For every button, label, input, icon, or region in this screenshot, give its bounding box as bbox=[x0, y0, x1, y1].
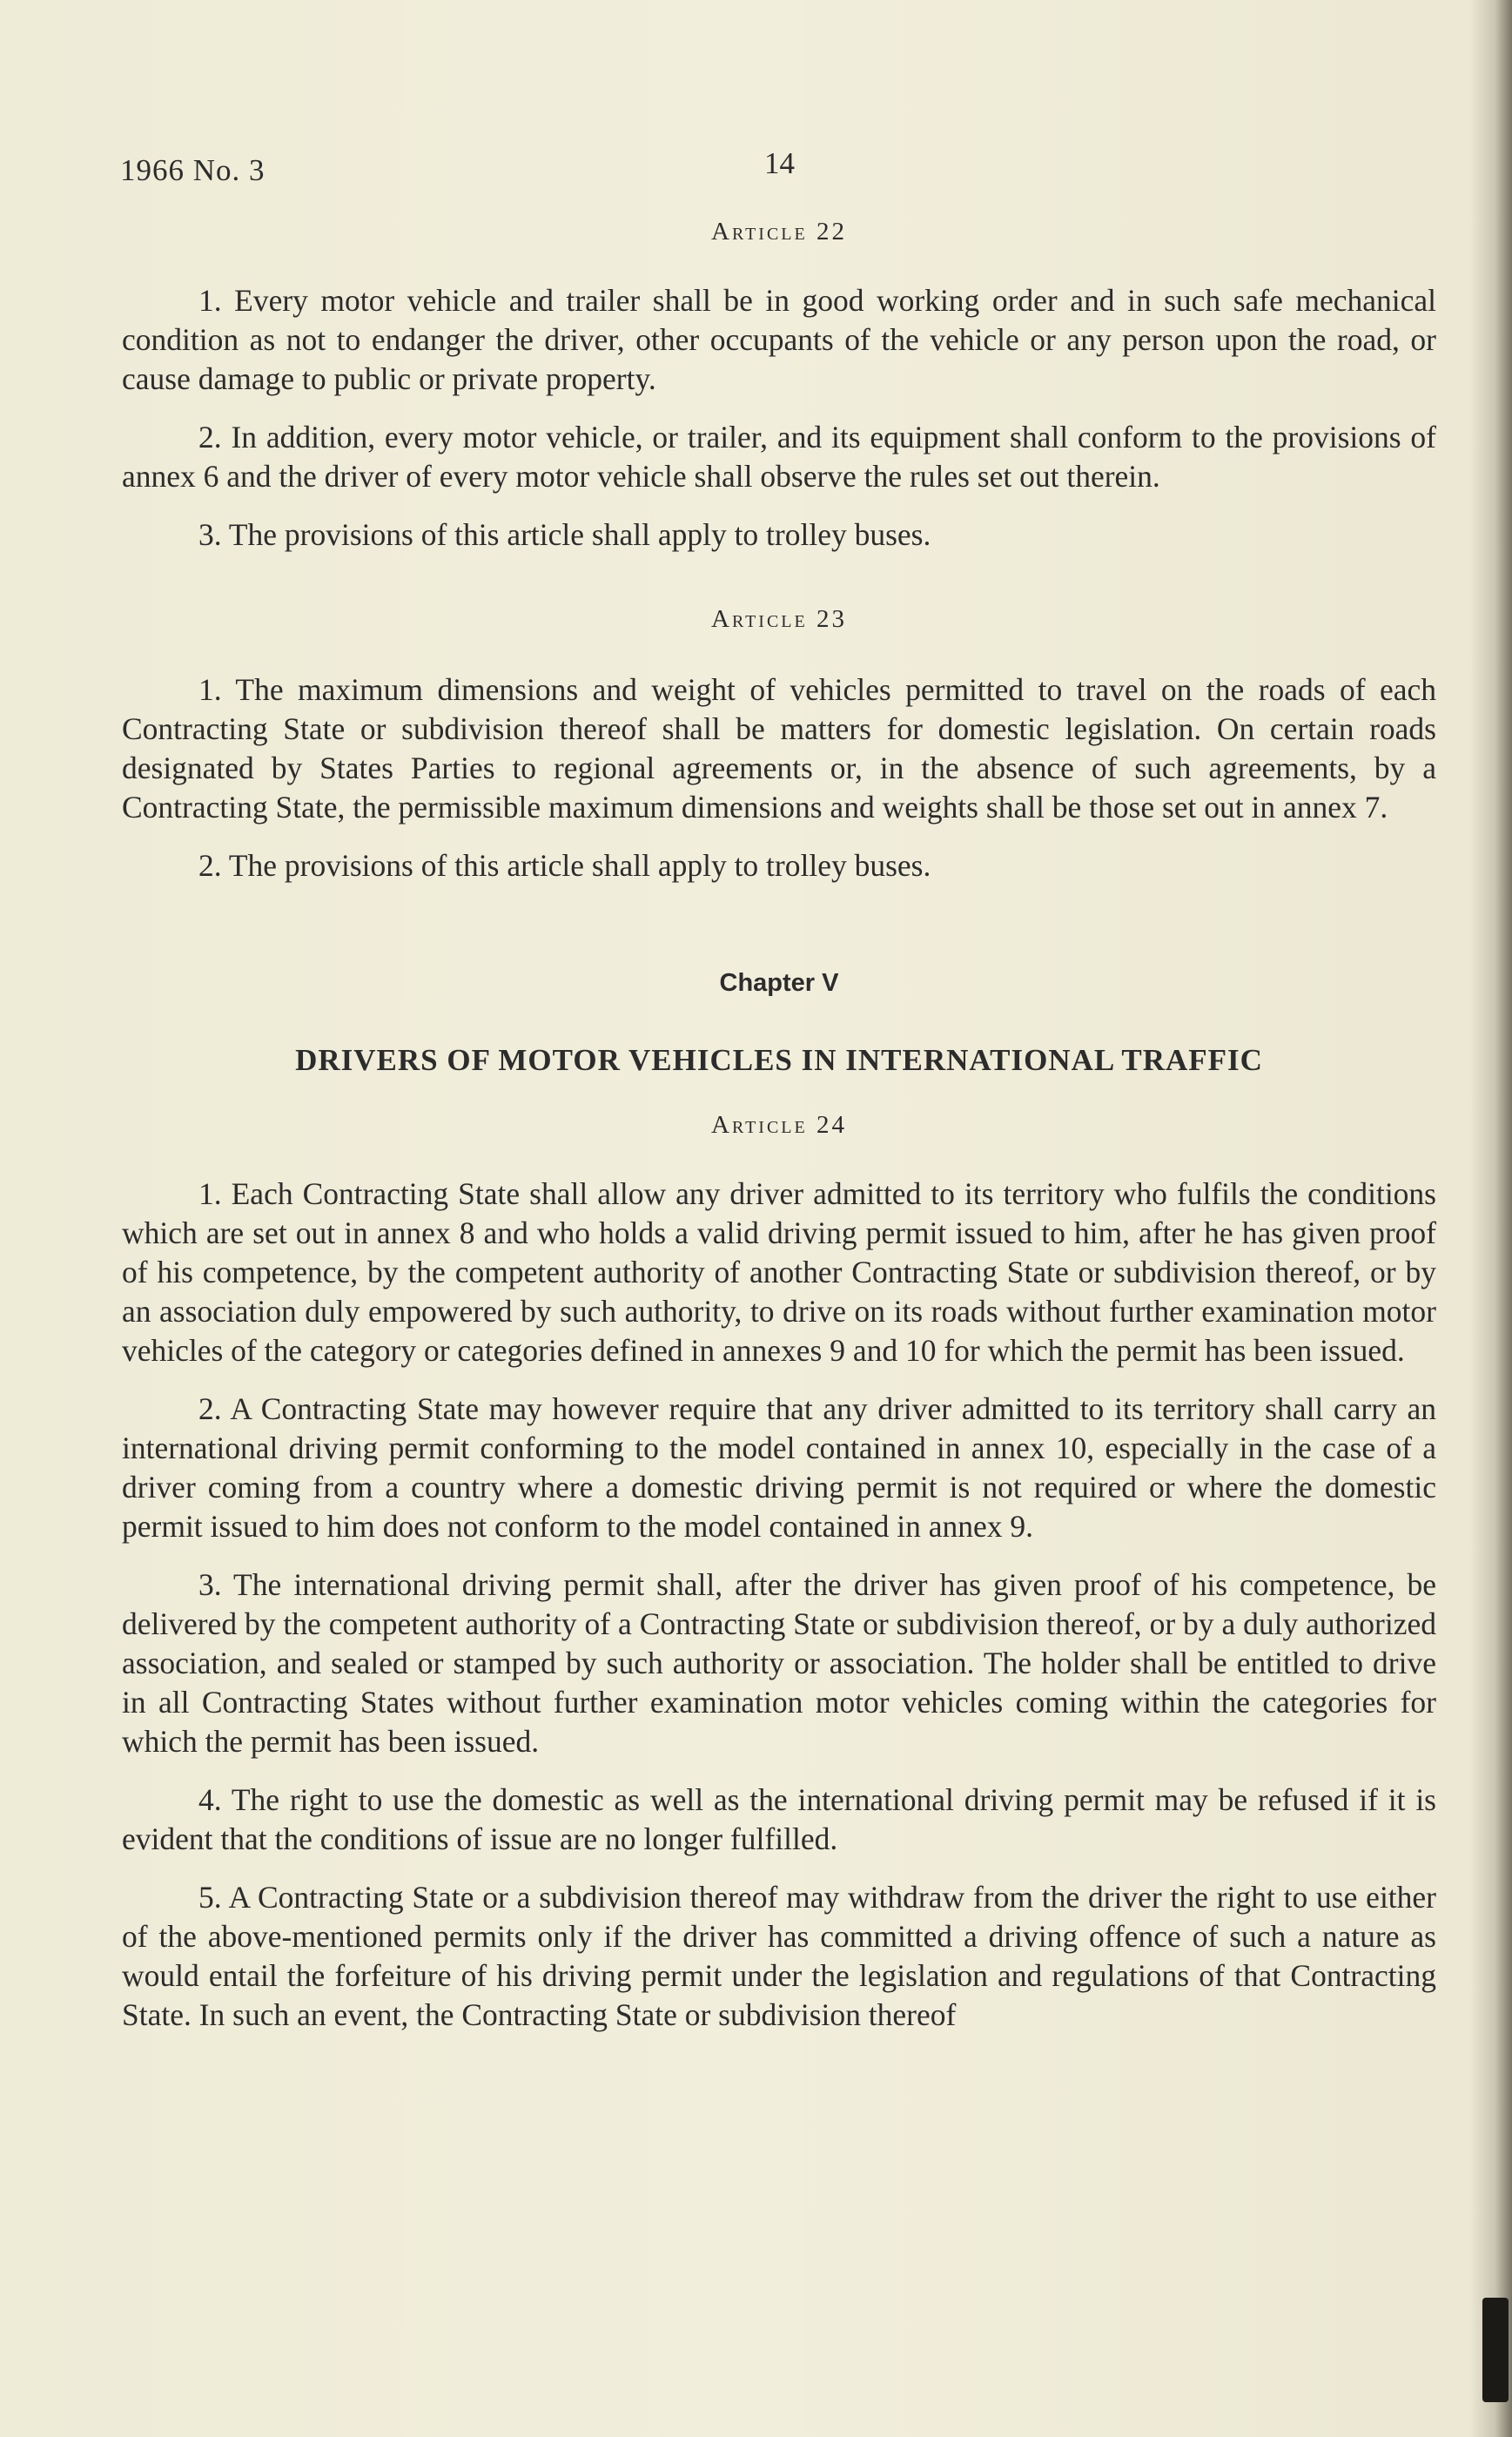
article-24-paragraph-1: 1. Each Contracting State shall allow any driver admitted to its territory who fulfils the conditions which are set out in annex 8 and who holds a valid driving permit issued to him, after he has given proof of his competence, by the competent authority of another Contracting State or subdivision thereof, or by an association duly empowered by such authority, to drive on its roads without further examination motor vehicles of the category or categories defined in annexes 9 and 10 for which the permit has been issued. bbox=[122, 1176, 1436, 1368]
chapter-subtitle: DRIVERS OF MOTOR VEHICLES IN INTERNATIONAL TRAFFIC bbox=[295, 1043, 1263, 1077]
article-22-paragraph-3: 3. The provisions of this article shall apply to trolley buses. bbox=[198, 517, 931, 552]
article-24-heading: Article 24 bbox=[711, 1111, 847, 1139]
article-22-paragraph-2: 2. In addition, every motor vehicle, or trailer, and its equipment shall conform to the provisions of annex 6 and the driver of every motor vehicle shall observe the rules set out therein. bbox=[122, 420, 1436, 494]
article-23-heading: Article 23 bbox=[711, 605, 847, 633]
article-22-heading: Article 22 bbox=[711, 218, 847, 246]
document-reference: 1966 No. 3 bbox=[120, 153, 265, 187]
article-24 bbox=[122, 1111, 1436, 2035]
article-24-paragraph-4: 4. The right to use the domestic as well as the international driving permit may be refused if it is evident that the conditions of issue are no longer fulfilled. bbox=[122, 1782, 1436, 1856]
article-24-paragraph-2: 2. A Contracting State may however require that any driver admitted to its territory shall carry an international driving permit conforming to the model contained in annex 10, especially in the case of a driver coming from a country where a domestic driving permit is not required or where the domestic permit issued to him does not conform to the model contained in annex 9. bbox=[122, 1391, 1436, 1544]
page-header bbox=[120, 146, 1425, 197]
article-24-paragraph-3: 3. The international driving permit shall, after the driver has given proof of his competence, be delivered by the competent authority of a Contracting State or subdivision thereof, or by a duly authorized association, and sealed or stamped by such authority or association. The holder shall be entitled to drive in all Contracting States without further examination motor vehicles coming within the categories for which the permit has been issued. bbox=[122, 1567, 1436, 1759]
article-23-paragraph-2: 2. The provisions of this article shall apply to trolley buses. bbox=[198, 848, 931, 883]
page-content bbox=[122, 218, 1436, 2035]
article-23 bbox=[122, 605, 1436, 885]
chapter-v bbox=[122, 969, 1436, 1078]
article-22 bbox=[122, 218, 1436, 555]
article-22-paragraph-1: 1. Every motor vehicle and trailer shall be in good working order and in such safe mechanical condition as not to endanger the driver, other occupants of the vehicle or any person upon the road, or cause damage to public or private property. bbox=[122, 283, 1436, 396]
article-23-paragraph-1: 1. The maximum dimensions and weight of vehicles permitted to travel on the roads of each Contracting State or subdivision thereof shall be matters for domestic legislation. On certain roads designated by States Parties to regional agreements or, in the absence of such agreements, by a Contracting State, the permissible maximum dimensions and weights shall be those set out in annex 7. bbox=[122, 672, 1436, 825]
binding-tab bbox=[1482, 2298, 1509, 2402]
page-number: 14 bbox=[764, 146, 795, 180]
article-24-paragraph-5: 5. A Contracting State or a subdivision thereof may withdraw from the driver the right to use either of the above-mentioned permits only if the driver has committed a driving offence of such a nature as would entail the forfeiture of his driving permit under the legislation and regulations of that Contracting State. In such an event, the Contracting State or subdivision thereof bbox=[122, 1880, 1436, 2032]
chapter-title: Chapter V bbox=[719, 969, 839, 997]
page-edge-shadow bbox=[1470, 0, 1512, 2437]
